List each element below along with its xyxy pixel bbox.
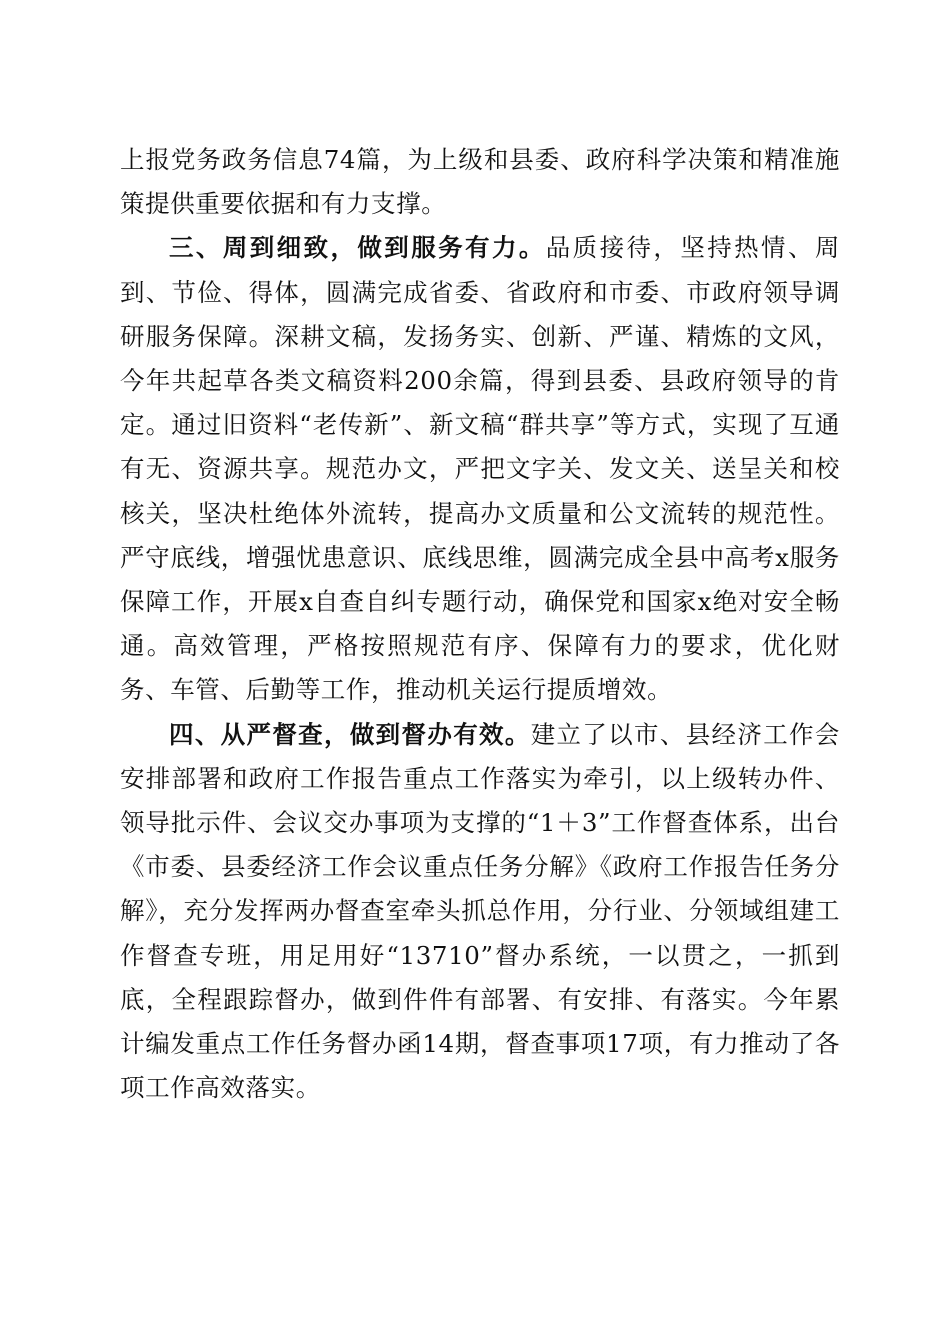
- document-body: [120, 138, 840, 1110]
- paragraph-section-four: [120, 713, 840, 1111]
- paragraph-continuation: [120, 138, 840, 226]
- section-heading: 四、从严督查，做到督办有效。: [169, 719, 531, 749]
- section-heading: 三、周到细致，做到服务有力。: [169, 233, 546, 263]
- paragraph-text: 建立了以市、县经济工作会安排部署和政府工作报告重点工作落实为牵引，以上级转办件、领导批示件、会议交办事项为支撑的“1＋3”工作督查体系，出台《市委、县委经济工作会议重点任务分解》《政府工作报告任务分解》，充分发挥两办督查室牵头抓总作用，分行业、分领域组建工作督查专班，用足用好“13710”督办系统，一以贯之，一抓到底，全程跟踪督办，做到件件有部署、有安排、有落实。今年累计编发重点工作任务督办函14期，督查事项17项，有力推动了各项工作高效落实。: [120, 719, 840, 1103]
- paragraph-text: 上报党务政务信息74篇，为上级和县委、政府科学决策和精准施策提供重要依据和有力支撑。: [120, 145, 840, 219]
- paragraph-section-three: [120, 226, 840, 712]
- paragraph-text: 品质接待，坚持热情、周到、节俭、得体，圆满完成省委、省政府和市委、市政府领导调研服务保障。深耕文稿，发扬务实、创新、严谨、精炼的文风，今年共起草各类文稿资料200余篇，得到县委、县政府领导的肯定。通过旧资料“老传新”、新文稿“群共享”等方式，实现了互通有无、资源共享。规范办文，严把文字关、发文关、送呈关和校核关，坚决杜绝体外流转，提高办文质量和公文流转的规范性。严守底线，增强忧患意识、底线思维，圆满完成全县中高考x服务保障工作，开展x自查自纠专题行动，确保党和国家x绝对安全畅通。高效管理，严格按照规范有序、保障有力的要求，优化财务、车管、后勤等工作，推动机关运行提质增效。: [120, 233, 840, 705]
